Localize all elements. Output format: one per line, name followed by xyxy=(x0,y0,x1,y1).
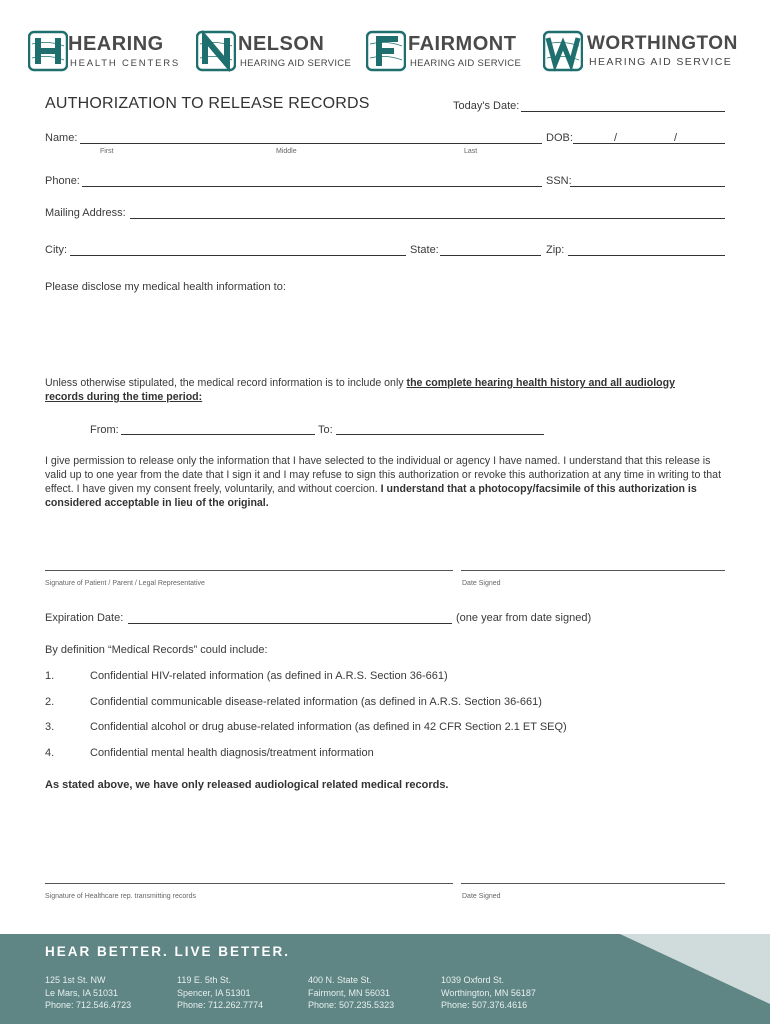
footer-banner xyxy=(0,934,770,1024)
list-item-number: 3. xyxy=(45,721,55,733)
worthington-brand-name: WORTHINGTON xyxy=(587,33,738,54)
nelson-logo-mark-icon xyxy=(196,30,236,72)
nelson-brand-name: NELSON xyxy=(238,33,325,55)
location-street: 125 1st St. NW xyxy=(45,975,106,985)
hearing-brand-name: HEARING xyxy=(68,33,164,55)
expiration-date-field[interactable] xyxy=(128,623,452,624)
location-phone: Phone: 507.235.5323 xyxy=(308,1000,395,1010)
todays-date-label: Today's Date: xyxy=(453,100,520,112)
footer-location xyxy=(177,974,263,1012)
healthcare-signature-field[interactable] xyxy=(45,883,453,884)
location-street: 119 E. 5th St. xyxy=(177,975,231,985)
record-scope-underlined-2: records during the time period: xyxy=(45,391,203,403)
name-field[interactable] xyxy=(80,143,542,144)
consent-paragraph xyxy=(45,454,725,510)
list-item-number: 1. xyxy=(45,670,55,682)
date-signed-caption: Date Signed xyxy=(462,580,501,587)
nelson-hearing-logo xyxy=(196,30,361,74)
footer-location xyxy=(441,974,536,1012)
form-title: AUTHORIZATION TO RELEASE RECORDS xyxy=(45,95,370,112)
city-label: City: xyxy=(45,244,67,256)
worthington-logo-mark-icon xyxy=(543,30,583,72)
list-item-number: 4. xyxy=(45,747,55,759)
expiration-note: (one year from date signed) xyxy=(456,612,592,624)
worthington-brand-sub: HEARING AID SERVICE xyxy=(589,56,733,68)
dob-separator-2: / xyxy=(674,132,678,144)
zip-field[interactable] xyxy=(568,255,725,256)
location-city: Le Mars, IA 51031 xyxy=(45,987,119,998)
hearing-brand-sub: HEALTH CENTERS xyxy=(70,58,181,69)
state-field[interactable] xyxy=(440,255,541,256)
medical-records-definition: By definition “Medical Records” could include: xyxy=(45,644,268,656)
released-statement: As stated above, we have only released audiological related medical records. xyxy=(45,779,449,791)
phone-label: Phone: xyxy=(45,175,80,187)
location-phone: Phone: 712.262.7774 xyxy=(177,1000,264,1010)
location-city: Worthington, MN 56187 xyxy=(441,987,536,998)
from-label: From: xyxy=(90,424,119,436)
ssn-field[interactable] xyxy=(570,186,725,187)
name-label: Name: xyxy=(45,132,78,144)
list-item-text: Confidential mental health diagnosis/treatment information xyxy=(90,747,374,759)
record-scope-text: Unless otherwise stipulated, the medical record information is to include only xyxy=(45,377,407,389)
list-item-text: Confidential alcohol or drug abuse-related information (as defined in 42 CFR Section 2.1 ET SEQ) xyxy=(90,721,567,733)
from-date-field[interactable] xyxy=(121,434,315,435)
patient-signature-caption: Signature of Patient / Parent / Legal Representative xyxy=(45,580,205,587)
list-item-text: Confidential communicable disease-related information (as defined in A.R.S. Section 36-661) xyxy=(90,696,542,708)
dob-label: DOB: xyxy=(546,132,573,144)
nelson-brand-sub: HEARING AID SERVICE xyxy=(240,58,352,69)
healthcare-date-signed-field[interactable] xyxy=(461,883,725,884)
middle-name-caption: Middle xyxy=(276,148,297,155)
location-phone: Phone: 712.546.4723 xyxy=(45,1000,132,1010)
ssn-label: SSN: xyxy=(546,175,572,187)
location-city: Spencer, IA 51301 xyxy=(177,987,251,998)
to-label: To: xyxy=(318,424,333,436)
footer-accent-stripe xyxy=(620,934,770,1004)
record-scope-underlined-1: the complete hearing health history and all audiology xyxy=(406,377,675,389)
phone-field[interactable] xyxy=(82,186,542,187)
mailing-address-field[interactable] xyxy=(130,218,725,219)
location-city: Fairmont, MN 56031 xyxy=(308,987,391,998)
city-field[interactable] xyxy=(70,255,406,256)
patient-signature-field[interactable] xyxy=(45,570,453,571)
mailing-address-label: Mailing Address: xyxy=(45,207,126,219)
location-street: 1039 Oxford St. xyxy=(441,975,505,985)
hearing-health-centers-logo xyxy=(28,30,188,74)
todays-date-field[interactable] xyxy=(521,111,725,112)
consent-text: I give permission to release only the information that I have selected to the individual or agency I have named. I understand that this release is valid up to one year from the date that I sign it and I may refuse to sign this authorization or revoke this authorization at any time in writing to that effect. I have given my consent freely, voluntarily, and without coercion. xyxy=(45,455,722,495)
footer-location xyxy=(45,974,131,1012)
date-signed-caption-2: Date Signed xyxy=(462,893,501,900)
expiration-date-label: Expiration Date: xyxy=(45,612,124,624)
record-scope-paragraph xyxy=(45,376,725,404)
first-name-caption: First xyxy=(100,148,114,155)
fairmont-brand-sub: HEARING AID SERVICE xyxy=(410,58,522,69)
state-label: State: xyxy=(410,244,439,256)
consent-photocopy-text: I understand that a photocopy/facsimile of this authorization is considered acceptable in lieu of the original. xyxy=(45,483,697,509)
zip-label: Zip: xyxy=(546,244,565,256)
list-item-number: 2. xyxy=(45,696,55,708)
footer-location xyxy=(308,974,394,1012)
dob-field[interactable] xyxy=(573,143,725,144)
healthcare-signature-caption: Signature of Healthcare rep. transmitting records xyxy=(45,893,196,900)
location-phone: Phone: 507.376.4616 xyxy=(441,1000,528,1010)
disclose-label: Please disclose my medical health information to: xyxy=(45,281,286,293)
to-date-field[interactable] xyxy=(336,434,544,435)
footer-tagline: HEAR BETTER. LIVE BETTER. xyxy=(45,944,291,959)
fairmont-logo-mark-icon xyxy=(366,30,406,72)
worthington-hearing-logo xyxy=(543,30,748,74)
list-item-text: Confidential HIV-related information (as defined in A.R.S. Section 36-661) xyxy=(90,670,448,682)
location-street: 400 N. State St. xyxy=(308,975,372,985)
hearing-logo-mark-icon xyxy=(28,30,68,72)
last-name-caption: Last xyxy=(464,148,478,155)
fairmont-hearing-logo xyxy=(366,30,536,74)
dob-separator-1: / xyxy=(614,132,618,144)
fairmont-brand-name: FAIRMONT xyxy=(408,33,517,55)
patient-date-signed-field[interactable] xyxy=(461,570,725,571)
